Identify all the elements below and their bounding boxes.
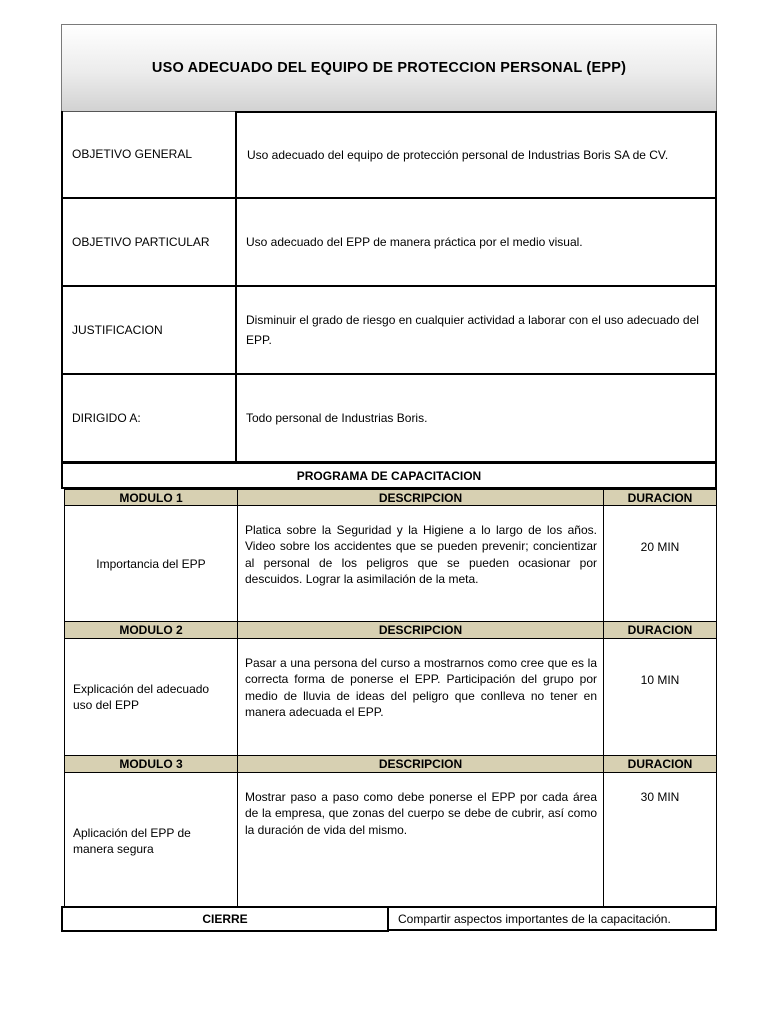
module-1-name: Importancia del EPP <box>64 506 238 621</box>
module-1-dur-header: DURACION <box>603 489 717 506</box>
module-1-desc-header: DESCRIPCION <box>237 489 604 506</box>
label-objetivo-particular: OBJETIVO PARTICULAR <box>61 199 237 287</box>
module-2-dur-header: DURACION <box>603 621 717 639</box>
value-dirigido-a: Todo personal de Industrias Boris. <box>235 375 717 463</box>
value-objetivo-particular: Uso adecuado del EPP de manera práctica por el medio visual. <box>235 199 717 287</box>
module-2-desc-header: DESCRIPCION <box>237 621 604 639</box>
module-2-duration: 10 MIN <box>603 639 717 755</box>
module-3-header: MODULO 3 <box>64 755 238 773</box>
module-3-desc-header: DESCRIPCION <box>237 755 604 773</box>
module-2-name: Explicación del adecuado uso del EPP <box>64 639 238 755</box>
module-1-header: MODULO 1 <box>64 489 238 506</box>
label-justificacion: JUSTIFICACION <box>61 287 237 375</box>
label-dirigido-a: DIRIGIDO A: <box>61 375 237 463</box>
closing-label: CIERRE <box>61 906 389 932</box>
label-objetivo-general: OBJETIVO GENERAL <box>61 111 237 199</box>
module-3-name: Aplicación del EPP de manera segura <box>64 773 238 907</box>
module-2-description: Pasar a una persona del curso a mostrarnos como cree que es la correcta forma de ponerse el EPP. Participación del grupo por medio de lluvia de ideas del peligro que conlleva no tener en manera adecuada el EPP. <box>237 639 604 755</box>
document-title: USO ADECUADO DEL EQUIPO DE PROTECCION PERSONAL (EPP) <box>61 24 717 112</box>
module-3-dur-header: DURACION <box>603 755 717 773</box>
value-justificacion: Disminuir el grado de riesgo en cualquier actividad a laborar con el uso adecuado del EPP. <box>235 287 717 375</box>
module-1-duration: 20 MIN <box>603 506 717 621</box>
closing-value: Compartir aspectos importantes de la capacitación. <box>388 906 717 931</box>
module-1-description: Platica sobre la Seguridad y la Higiene a lo largo de los años. Video sobre los accidentes que se pueden prevenir; concientizar al personal de los peligros que se pueden ocasionar por descuidos. Lograr la asimilación de la meta. <box>237 506 604 621</box>
module-3-duration: 30 MIN <box>603 773 717 907</box>
module-3-description: Mostrar paso a paso como debe ponerse el EPP por cada área de la empresa, que zonas del cuerpo se debe de cubrir, así como la duración de vida del mismo. <box>237 773 604 907</box>
value-objetivo-general: Uso adecuado del equipo de protección personal de Industrias Boris SA de CV. <box>235 111 717 199</box>
program-title: PROGRAMA DE CAPACITACION <box>61 462 717 489</box>
module-2-header: MODULO 2 <box>64 621 238 639</box>
